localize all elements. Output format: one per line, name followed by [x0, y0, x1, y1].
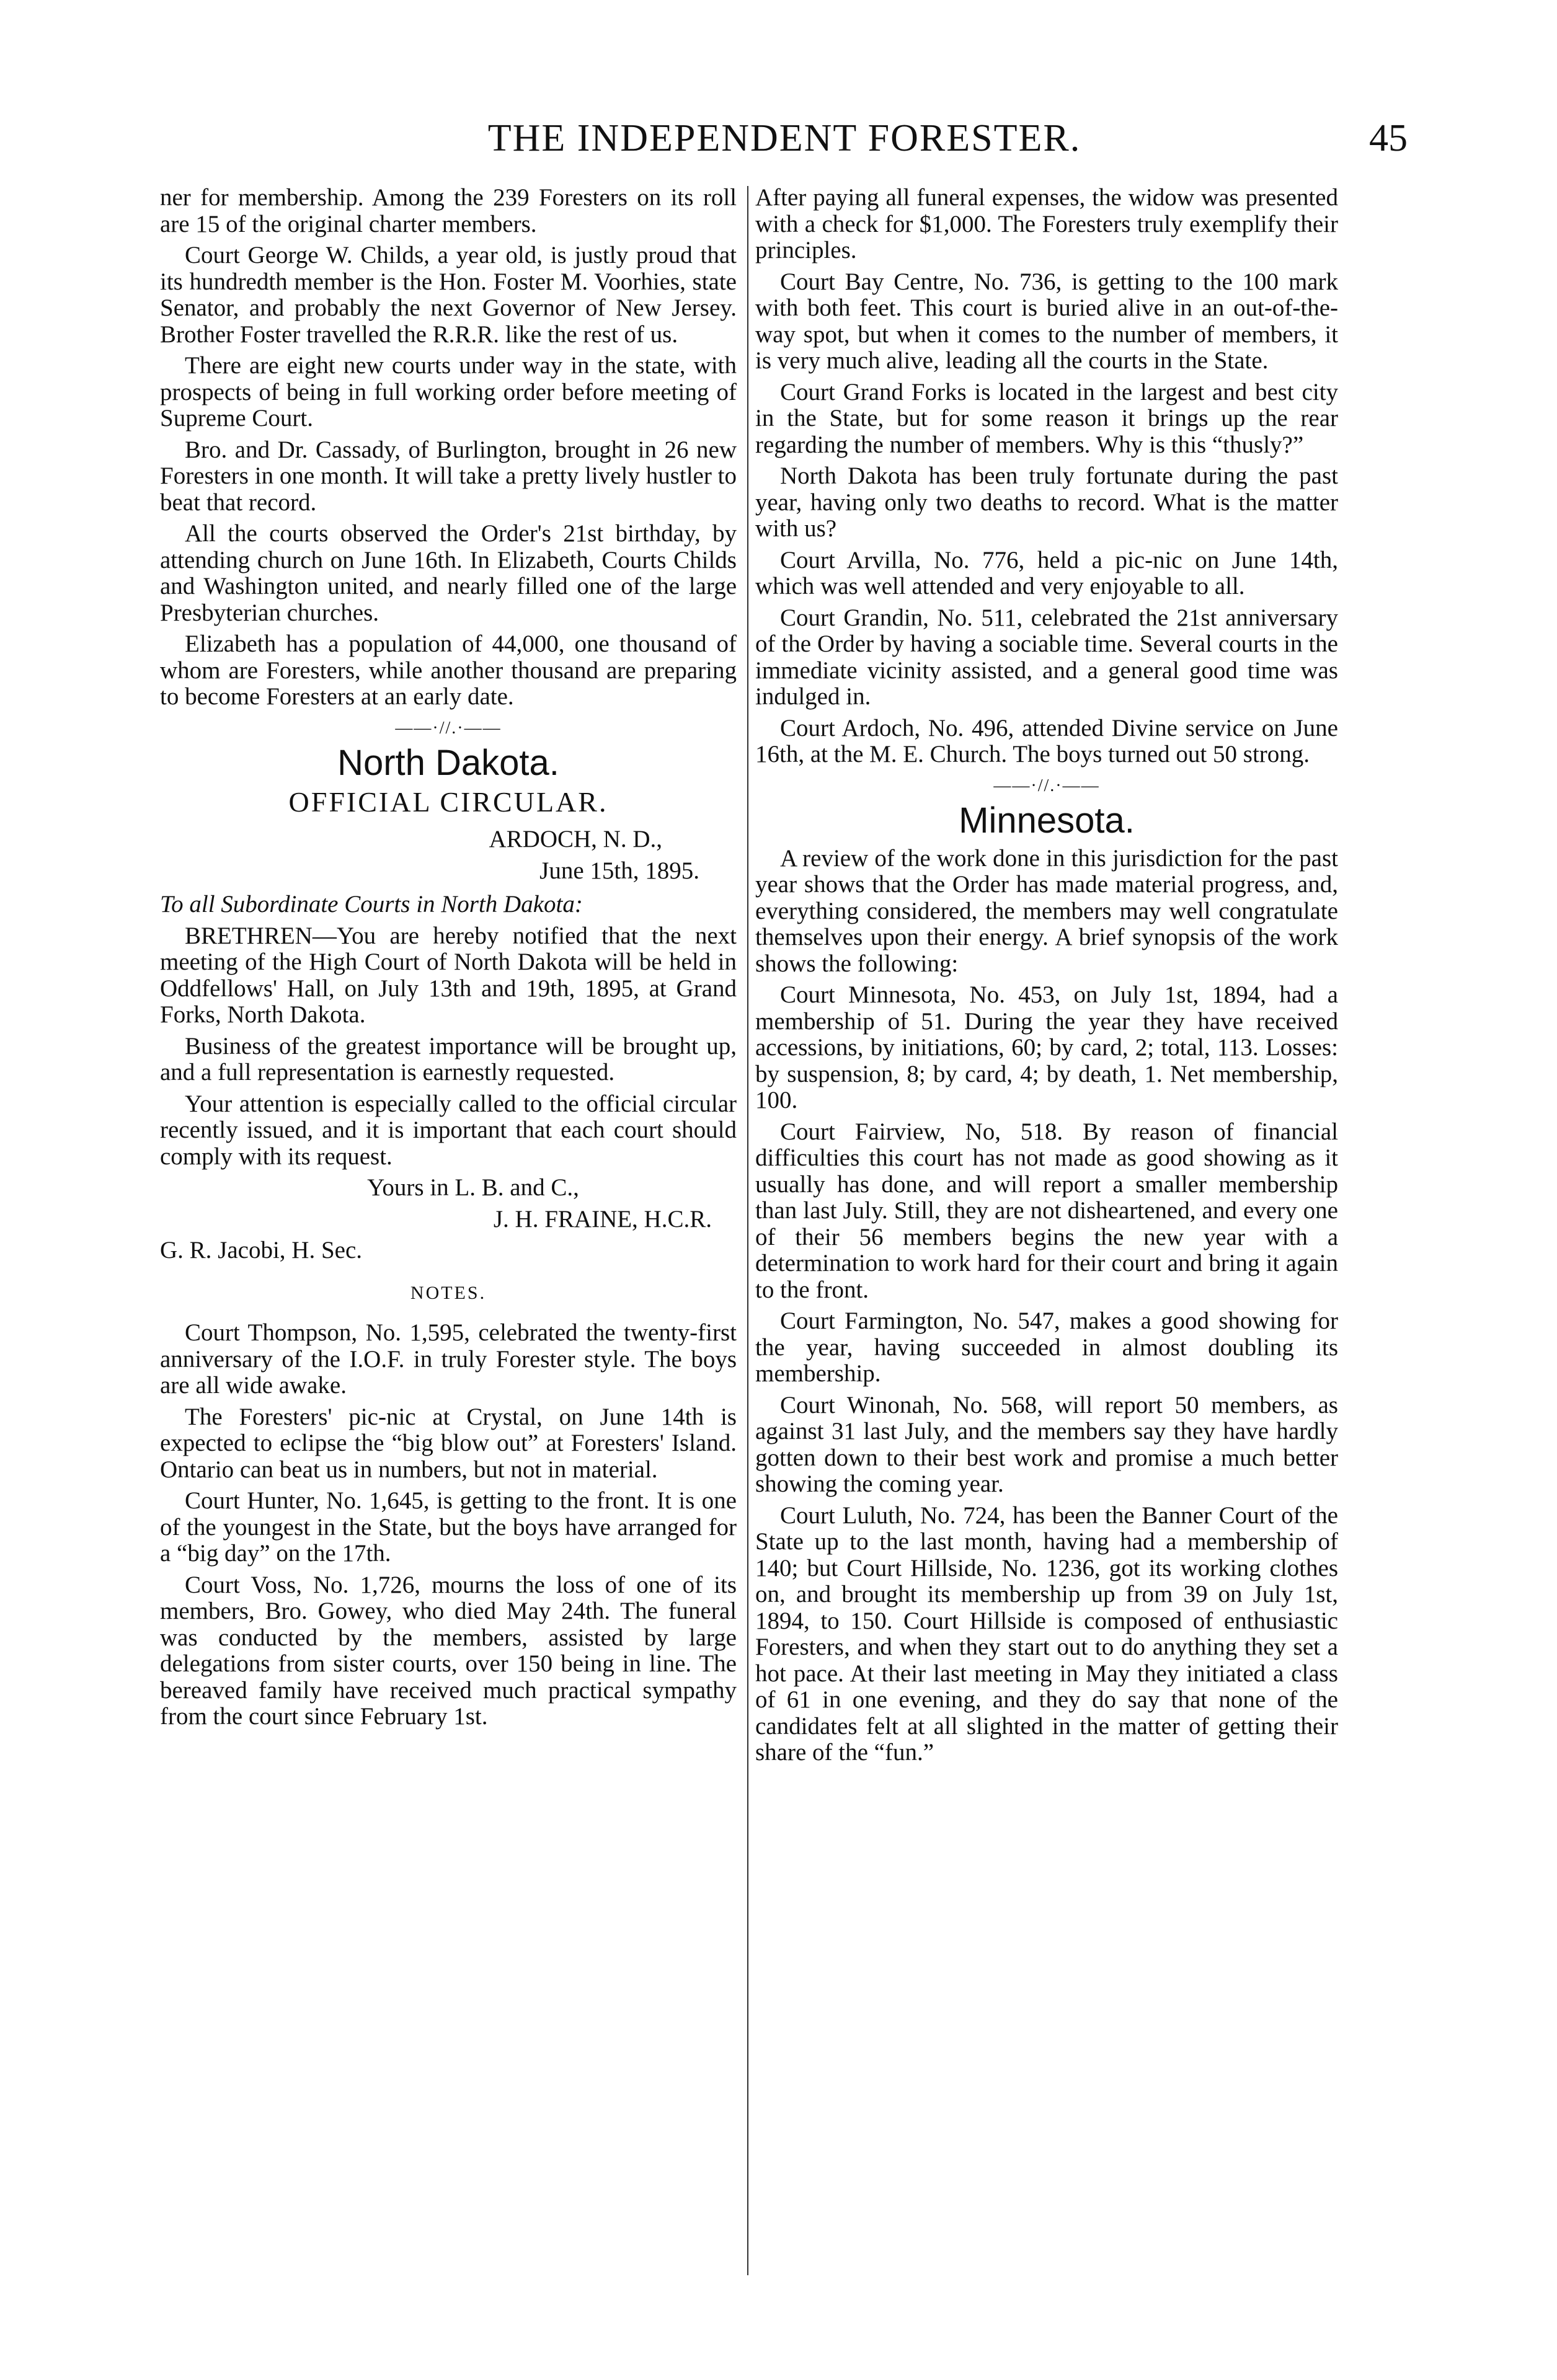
paragraph: A review of the work done in this jurisdiction for the past year shows that the Order has made material progress, and, everything considered, the members may well congratulate themselves upon their energy. A brief synopsis of the work shows the following: [755, 844, 1338, 977]
section-title-north-dakota: North Dakota. [337, 743, 559, 783]
right-column [755, 185, 1338, 1771]
running-title: THE INDEPENDENT FORESTER. [487, 117, 1081, 159]
paragraph: Your attention is especially called to the official circular recently issued, and it is important that each court should comply with its request. [160, 1090, 737, 1170]
paragraph: Court Winonah, No. 568, will report 50 members, as against 31 last July, and the members say they have hardly gotten down to their best work and promise a much better showing the coming year. [755, 1391, 1338, 1497]
paragraph: Court Farmington, No. 547, makes a good showing for the year, having succeeded in almost doubling its membership. [755, 1307, 1338, 1387]
paragraph: The Foresters' pic-nic at Crystal, on June 14th is expected to eclipse the “big blow out” at Foresters' Island. Ontario can beat us in numbers, but not in material. [160, 1403, 737, 1483]
paragraph: After paying all funeral expenses, the widow was presented with a check for $1,000. The Foresters truly exemplify their principles. [755, 184, 1338, 263]
paragraph: Business of the greatest importance will be brought up, and a full representation is earnestly requested. [160, 1032, 737, 1086]
paragraph: ner for membership. Among the 239 Foresters on its roll are 15 of the original charter members. [160, 184, 737, 237]
paragraph: Bro. and Dr. Cassady, of Burlington, brought in 26 new Foresters in one month. It will take a pretty lively hustler to beat that record. [160, 436, 737, 516]
paragraph: Court Ardoch, No. 496, attended Divine service on June 16th, at the M. E. Church. The boys turned out 50 strong. [755, 714, 1338, 768]
left-column [160, 185, 737, 1735]
closing: Yours in L. B. and C., [367, 1174, 579, 1201]
dateline-date: June 15th, 1895. [539, 857, 699, 884]
paragraph: North Dakota has been truly fortunate during the past year, having only two deaths to record. What is the matter with us? [755, 462, 1338, 542]
notes-heading: NOTES. [410, 1282, 487, 1303]
page-number: 45 [1369, 117, 1408, 159]
paragraph: Court Minnesota, No. 453, on July 1st, 1894, had a membership of 51. During the year they have received accessions, by initiations, 60; by card, 2; total, 113. Losses: by suspension, 8; by card, 4; by death, 1. Net membership, 100. [755, 981, 1338, 1113]
paragraph: There are eight new courts under way in the state, with prospects of being in full working order before meeting of Supreme Court. [160, 352, 737, 431]
page-header [161, 117, 1408, 179]
salutation: To all Subordinate Courts in North Dakota: [160, 891, 583, 918]
paragraph: Court Grand Forks is located in the largest and best city in the State, but for some reason it brings up the rear regarding the number of members. Why is this “thusly?” [755, 378, 1338, 458]
column-rule [747, 186, 748, 2275]
paragraph: Court Voss, No. 1,726, mourns the loss of one of its members, Bro. Gowey, who died May 24th. The funeral was conducted by the members, assisted by large delegations from sister courts, over 150 being in line. The bereaved family have received much practical sympathy from the court since February 1st. [160, 1571, 737, 1730]
paragraph: All the courts observed the Order's 21st birthday, by attending church on June 16th. In Elizabeth, Courts Childs and Washington united, and nearly filled one of the large Presbyterian churches. [160, 520, 737, 626]
secretary: G. R. Jacobi, H. Sec. [160, 1237, 363, 1263]
paragraph [160, 923, 737, 1029]
section-divider: ——·//.·—— [993, 776, 1100, 795]
section-title-minnesota: Minnesota. [959, 800, 1135, 841]
brethren-text: —You are hereby notified that the next meeting of the High Court of North Dakota will be held in Oddfellows' Hall, on July 13th and 19th, 1895, at Grand Forks, North Dakota. [160, 922, 737, 1028]
paragraph: Court Thompson, No. 1,595, celebrated the twenty-first anniversary of the I.O.F. in truly Forester style. The boys are all wide awake. [160, 1319, 737, 1399]
paragraph: Court Luluth, No. 724, has been the Banner Court of the State up to the last month, having had a membership of 140; but Court Hillside, No. 1236, got its working clothes on, and brought its membership up from 39 on July 1st, 1894, to 150. Court Hillside is composed of enthusiastic Foresters, and when they start out to do anything they set a hot pace. At their last meeting in May they initiated a class of 61 in one evening, and they do say that none of the candidates felt at all slighted in the matter of getting their share of the “fun.” [755, 1502, 1338, 1766]
paragraph: Court Arvilla, No. 776, held a pic-nic on June 14th, which was well attended and very enjoyable to all. [755, 546, 1338, 599]
paragraph: Court Fairview, No, 518. By reason of financial difficulties this court has not made as good showing as it usually has done, and will report a smaller membership than last July. Still, they are not disheartened, and every one of their 56 members begins the new year with a determination to work hard for their court and bring it again to the front. [755, 1118, 1338, 1303]
signature: J. H. FRAINE, H.C.R. [493, 1205, 712, 1232]
paragraph: Court George W. Childs, a year old, is justly proud that its hundredth member is the Hon. Foster M. Voorhies, state Senator, and probably the next Governor of New Jersey. Brother Foster travelled the R.R.R. like the rest of us. [160, 242, 737, 348]
section-divider: ——·//.·—— [395, 718, 502, 738]
paragraph: Court Grandin, No. 511, celebrated the 21st anniversary of the Order by having a sociable time. Several courts in the immediate vicinity assisted, and a general good time was indulged in. [755, 604, 1338, 710]
dateline-place: ARDOCH, N. D., [489, 826, 662, 852]
paragraph: Court Hunter, No. 1,645, is getting to the front. It is one of the youngest in the State, but the boys have arranged for a “big day” on the 17th. [160, 1487, 737, 1567]
official-circular-heading: OFFICIAL CIRCULAR. [288, 785, 608, 818]
brethren-label: BRETHREN [185, 922, 313, 949]
paragraph: Court Bay Centre, No. 736, is getting to the 100 mark with both feet. This court is buried alive in an out-of-the-way spot, but when it comes to the number of members, it is very much alive, leading all the courts in the State. [755, 268, 1338, 374]
paragraph: Elizabeth has a population of 44,000, one thousand of whom are Foresters, while another thousand are preparing to become Foresters at an early date. [160, 630, 737, 710]
